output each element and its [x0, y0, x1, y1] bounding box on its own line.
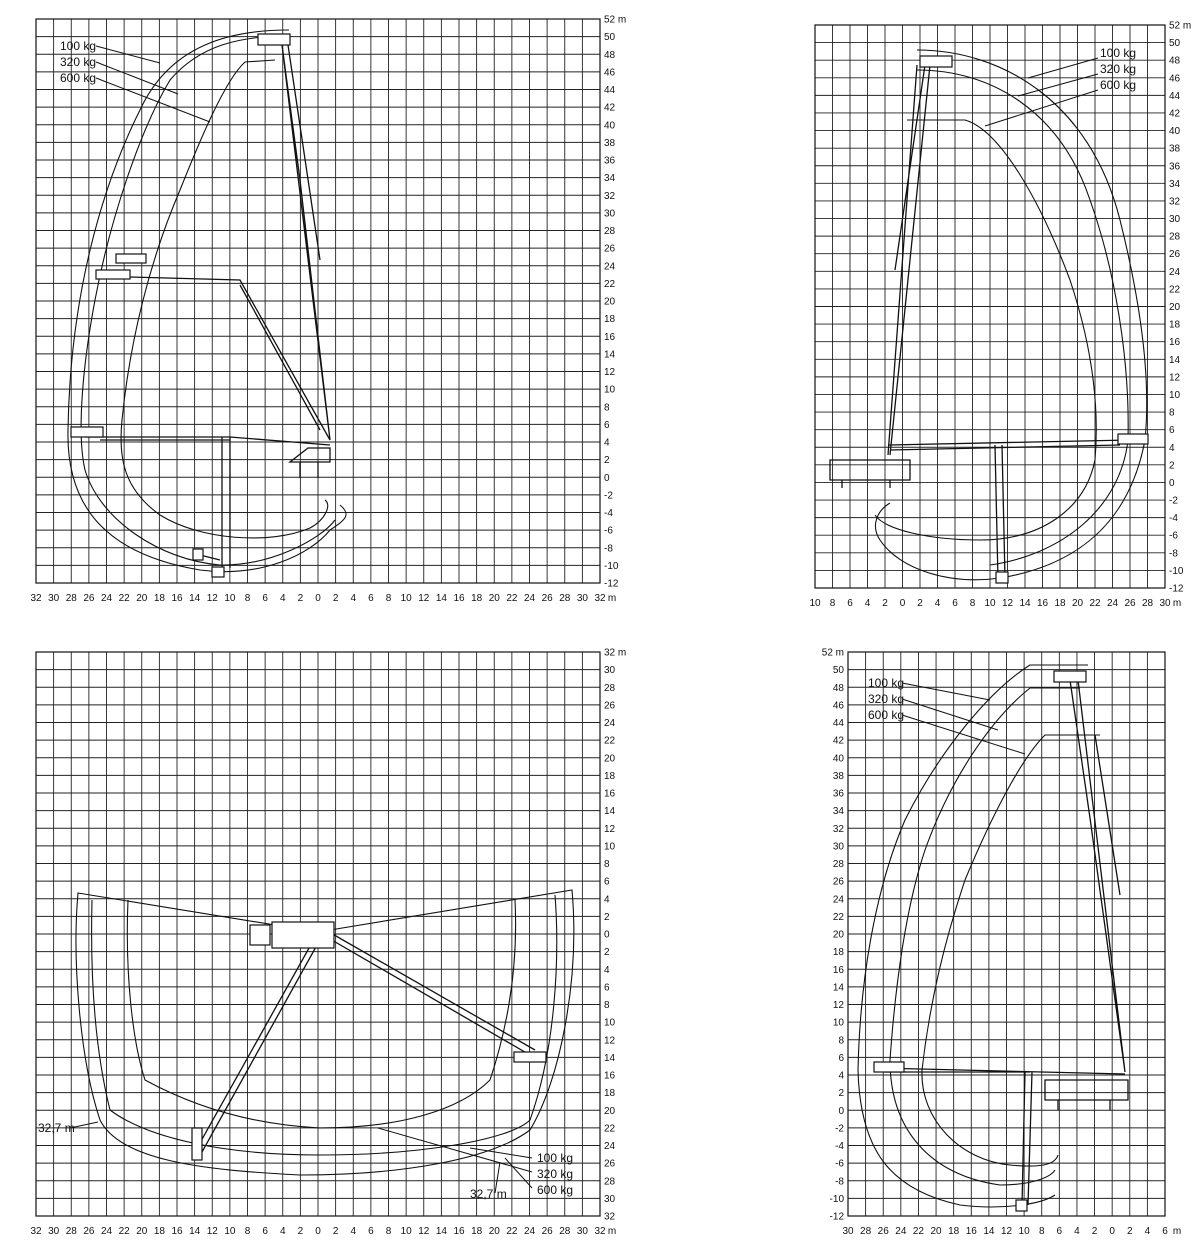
legend-320kg-d: 320 kg: [868, 692, 905, 706]
x-tick-label: 32: [594, 1226, 606, 1237]
y-tick-label: 44: [604, 85, 616, 96]
y-tick-label: 50: [604, 32, 616, 44]
y-tick-label: -12: [829, 1211, 844, 1223]
y-tick-label: 0: [838, 1105, 844, 1117]
y-tick-label: 36: [604, 155, 616, 167]
y-tick-label: -6: [835, 1158, 844, 1170]
y-tick-label: 28: [604, 682, 616, 694]
y-tick-label: 8: [604, 402, 610, 414]
y-tick-label: 12: [604, 823, 616, 835]
x-tick-label: 8: [385, 1226, 392, 1237]
x-tick-label: 18: [471, 593, 483, 604]
x-tick-label: 12: [418, 593, 430, 604]
x-tick-label: 0: [1109, 1226, 1115, 1237]
y-tick-label: 18: [604, 314, 616, 326]
y-tick-label: 6: [838, 1052, 844, 1064]
x-tick-label: 22: [506, 1226, 518, 1237]
y-tick-label: 4: [838, 1070, 844, 1082]
envelope-320kg-a: [81, 36, 335, 565]
y-tick-label: 20: [832, 929, 844, 941]
x-axis-unit: m: [1172, 598, 1182, 609]
y-tick-label: 22: [1169, 284, 1181, 296]
y-tick-label: 42: [1169, 108, 1181, 120]
y-tick-label: 12: [604, 1035, 616, 1047]
x-tick-label: 32: [594, 593, 606, 604]
y-axis-ticks-top-view: [604, 648, 626, 1223]
x-tick-label: 2: [297, 1226, 304, 1237]
x-tick-label: 30: [842, 1226, 854, 1237]
y-tick-label: 20: [604, 1105, 616, 1117]
y-tick-label: 30: [604, 1193, 616, 1205]
y-tick-label: 50: [832, 665, 844, 677]
x-tick-label: 6: [262, 593, 268, 604]
y-tick-label: 24: [1169, 266, 1181, 278]
grid-side-view-left: [36, 19, 600, 583]
legend-600kg-b: 600 kg: [1100, 78, 1137, 92]
y-tick-label: 4: [1169, 442, 1175, 454]
y-tick-label: 24: [604, 1141, 616, 1152]
y-tick-label: 24: [604, 718, 616, 729]
y-tick-label: 8: [1169, 407, 1175, 419]
x-tick-label: 10: [400, 1226, 412, 1237]
y-tick-label: 0: [604, 929, 610, 941]
basket-left-d: [874, 1062, 904, 1072]
y-tick-label: 18: [1169, 319, 1181, 331]
x-tick-label: 2: [297, 593, 304, 604]
grid-side-view-right: [815, 25, 1165, 588]
legend-320kg-c: 320 kg: [537, 1167, 574, 1181]
x-tick-label: 26: [877, 1226, 889, 1237]
x-axis-unit: m: [1172, 1226, 1182, 1237]
x-tick-label: 18: [153, 593, 165, 604]
x-tick-label: 8: [385, 593, 392, 604]
legend-320kg-b: 320 kg: [1100, 62, 1137, 76]
x-tick-label: 0: [315, 1226, 321, 1237]
y-tick-label: 12: [1169, 372, 1181, 384]
y-tick-label: 10: [604, 841, 616, 853]
x-tick-label: 14: [983, 1226, 995, 1237]
reach-label-left-c: 32,7 m: [38, 1121, 75, 1135]
x-tick-label: 6: [368, 593, 374, 604]
y-tick-label: 44: [1169, 90, 1181, 102]
basket-mid-a: [116, 254, 146, 263]
reach-label-bottom-c: 32,7 m: [470, 1187, 507, 1201]
boom-positions-a: [71, 34, 330, 577]
x-tick-label: 20: [488, 593, 500, 604]
legend-600kg-a: 600 kg: [60, 71, 97, 85]
x-tick-label: 12: [418, 1226, 430, 1237]
y-tick-label: 34: [1169, 178, 1181, 190]
x-tick-label: 26: [541, 1226, 553, 1237]
x-tick-label: 24: [100, 1226, 113, 1237]
truck-d: [1045, 1080, 1128, 1110]
x-tick-label: 28: [860, 1226, 872, 1237]
y-tick-label: 34: [832, 806, 844, 818]
x-tick-label: 14: [189, 593, 201, 604]
basket-bottom-b: [996, 572, 1008, 583]
y-axis-ticks-rear-view: [822, 648, 845, 1223]
x-tick-label: 2: [1126, 1226, 1133, 1237]
y-tick-label: 48: [832, 682, 844, 694]
y-tick-label: -10: [829, 1193, 844, 1205]
x-tick-label: 16: [965, 1226, 977, 1237]
y-tick-label: 8: [838, 1035, 844, 1047]
x-tick-label: 16: [1036, 598, 1049, 609]
y-tick-label: 26: [604, 243, 616, 255]
y-tick-label: 30: [604, 208, 616, 220]
x-tick-label: 20: [930, 1226, 942, 1237]
y-tick-label: 4: [604, 894, 610, 906]
x-tick-label: 14: [435, 1226, 447, 1237]
chassis-c: [272, 922, 334, 948]
x-tick-label: 14: [1019, 598, 1031, 609]
y-tick-label: 46: [1169, 73, 1181, 85]
x-tick-label: 8: [244, 1226, 251, 1237]
x-tick-label: 20: [1071, 598, 1084, 609]
y-tick-label: 0: [604, 472, 610, 484]
y-tick-label: 24: [832, 894, 844, 906]
x-tick-label: 28: [559, 593, 571, 604]
x-tick-label: 30: [576, 1226, 588, 1237]
y-tick-label: 52 m: [821, 647, 844, 659]
x-tick-label: 10: [1018, 1226, 1030, 1237]
x-tick-label: 6: [1056, 1226, 1063, 1237]
x-tick-label: 30: [48, 593, 60, 604]
legend-100kg-a: 100 kg: [60, 39, 97, 53]
y-tick-label: 32 m: [604, 647, 627, 659]
x-tick-label: 18: [1054, 598, 1066, 609]
x-tick-label: 8: [1038, 1226, 1045, 1237]
legend-100kg-c: 100 kg: [537, 1151, 574, 1165]
y-tick-label: 10: [832, 1017, 844, 1029]
y-tick-label: -8: [1169, 548, 1178, 560]
x-tick-label: 26: [541, 593, 553, 604]
truck-b: [830, 460, 910, 488]
x-tick-label: 8: [969, 598, 976, 609]
y-tick-label: 16: [604, 331, 616, 343]
y-tick-label: 48: [604, 49, 616, 61]
y-tick-label: 52 m: [1169, 20, 1192, 32]
x-tick-label: 32: [30, 593, 42, 604]
y-tick-label: 14: [604, 349, 616, 361]
envelope-600kg-d: [922, 735, 1100, 1166]
x-tick-label: 24: [1106, 598, 1119, 609]
x-tick-label: 18: [471, 1226, 483, 1237]
basket-low-a: [71, 427, 103, 437]
y-tick-label: 6: [604, 876, 610, 888]
y-tick-label: 36: [1169, 161, 1181, 173]
y-axis-ticks-side-view-left: [604, 15, 626, 590]
y-tick-label: 46: [832, 700, 844, 712]
x-tick-label: 22: [118, 593, 130, 604]
y-tick-label: 26: [832, 876, 844, 888]
x-tick-label: 4: [279, 1226, 286, 1237]
y-tick-label: 20: [604, 753, 616, 765]
x-tick-label: 6: [368, 1226, 374, 1237]
x-tick-label: 4: [279, 593, 286, 604]
y-tick-label: 42: [832, 735, 844, 747]
y-tick-label: 34: [604, 173, 616, 185]
y-tick-label: 32: [604, 1211, 616, 1223]
y-tick-label: 28: [604, 226, 616, 237]
x-tick-label: 10: [809, 598, 821, 609]
y-tick-label: 28: [832, 859, 844, 870]
y-tick-label: 4: [604, 964, 610, 976]
x-tick-label: 22: [912, 1226, 925, 1237]
x-tick-label: 16: [171, 593, 183, 604]
x-axis-unit: m: [607, 1226, 617, 1237]
x-tick-label: 24: [895, 1226, 907, 1237]
y-tick-label: 36: [832, 788, 844, 800]
y-tick-label: 2: [604, 455, 610, 467]
legend-arrows-a: [96, 46, 210, 122]
y-tick-label: 48: [1169, 55, 1181, 67]
x-tick-label: 10: [224, 1226, 236, 1237]
x-tick-label: 0: [899, 598, 906, 609]
legend-arrows-c: [378, 1128, 532, 1188]
basket-right-b: [1118, 434, 1148, 444]
basket-bottom-d: [1016, 1200, 1027, 1211]
x-axis-ticks-rear-view: [842, 1226, 1181, 1237]
y-tick-label: 10: [1169, 389, 1181, 401]
x-tick-label: 12: [1000, 1226, 1013, 1237]
y-tick-label: 10: [604, 384, 616, 396]
x-tick-label: 4: [1074, 1226, 1080, 1237]
x-tick-label: 26: [83, 1226, 95, 1237]
y-tick-label: 14: [604, 806, 616, 818]
y-tick-label: 0: [1169, 477, 1175, 489]
y-tick-label: 42: [604, 102, 616, 114]
envelope-600kg-a: [121, 60, 328, 538]
y-tick-label: 46: [604, 67, 616, 79]
x-tick-label: 10: [400, 593, 412, 604]
basket-right-c: [514, 1052, 546, 1062]
y-tick-label: 6: [604, 419, 610, 431]
x-tick-label: 6: [1162, 1226, 1168, 1237]
x-tick-label: 8: [244, 593, 251, 604]
x-tick-label: 20: [488, 1226, 500, 1237]
x-tick-label: 12: [206, 1226, 218, 1237]
y-tick-label: 26: [604, 700, 616, 712]
y-tick-label: 22: [604, 1123, 616, 1135]
y-tick-label: 6: [1169, 425, 1175, 437]
x-tick-label: 24: [523, 1226, 536, 1237]
basket-top-b: [920, 56, 952, 67]
x-tick-label: 22: [1089, 598, 1101, 609]
basket-down-c: [192, 1128, 202, 1160]
x-tick-label: 18: [153, 1226, 165, 1237]
y-tick-label: 20: [1169, 302, 1181, 313]
y-tick-label: 38: [604, 137, 616, 149]
y-tick-label: -2: [835, 1123, 844, 1135]
x-tick-label: 28: [65, 593, 77, 604]
y-tick-label: 14: [1169, 354, 1181, 366]
legend-100kg-d: 100 kg: [868, 676, 905, 690]
x-tick-label: 6: [262, 1226, 268, 1237]
x-tick-label: 10: [224, 593, 236, 604]
x-tick-label: 24: [523, 593, 536, 604]
y-tick-label: -4: [604, 508, 613, 519]
y-tick-label: 38: [1169, 143, 1181, 155]
x-tick-label: 8: [829, 598, 836, 609]
envelope-100kg-d: [858, 665, 1088, 1207]
x-tick-label: 30: [48, 1226, 60, 1237]
envelope-320kg-b: [917, 70, 1128, 565]
y-tick-label: 8: [604, 859, 610, 870]
x-tick-label: 12: [206, 593, 218, 604]
y-tick-label: 24: [604, 261, 616, 273]
x-tick-label: 10: [984, 598, 996, 609]
x-tick-label: 30: [576, 593, 588, 604]
cab-c: [250, 925, 270, 945]
x-tick-label: 28: [1141, 598, 1154, 609]
x-tick-label: 26: [1124, 598, 1136, 609]
x-tick-label: 2: [1091, 1226, 1098, 1237]
y-tick-label: -12: [1169, 583, 1184, 595]
x-tick-label: 4: [1144, 1226, 1151, 1237]
legend-320kg-a: 320 kg: [60, 55, 97, 69]
x-tick-label: 28: [65, 1226, 77, 1237]
y-tick-label: 28: [1169, 231, 1181, 243]
y-tick-label: -10: [604, 560, 619, 572]
x-tick-label: 6: [952, 598, 958, 609]
x-tick-label: 2: [917, 598, 923, 609]
y-tick-label: 40: [832, 753, 844, 765]
y-tick-label: 32: [604, 190, 616, 202]
y-tick-label: 32: [832, 823, 844, 835]
x-tick-label: 12: [1001, 598, 1014, 609]
y-tick-label: 50: [1169, 38, 1181, 50]
y-tick-label: -4: [1169, 513, 1178, 525]
y-tick-label: 32: [1169, 196, 1181, 208]
legend-600kg-c: 600 kg: [537, 1183, 574, 1197]
legend-600kg-d: 600 kg: [868, 708, 905, 722]
y-tick-label: 2: [1169, 460, 1175, 472]
x-tick-label: 4: [934, 598, 941, 609]
basket-bottom-a: [212, 567, 224, 577]
x-tick-label: 20: [136, 593, 148, 604]
y-tick-label: 14: [832, 982, 844, 994]
y-tick-label: 12: [832, 1000, 844, 1011]
y-tick-label: 20: [604, 296, 616, 308]
x-tick-label: 14: [435, 593, 447, 604]
y-tick-label: 16: [1169, 337, 1181, 349]
y-tick-label: -6: [604, 525, 613, 537]
x-tick-label: 16: [453, 1226, 465, 1237]
x-tick-label: 22: [506, 593, 518, 604]
y-tick-label: 14: [604, 1052, 616, 1064]
x-tick-label: 20: [136, 1226, 148, 1237]
y-tick-label: 28: [604, 1176, 616, 1188]
y-tick-label: 26: [604, 1158, 616, 1170]
y-tick-label: 38: [832, 770, 844, 782]
y-tick-label: 16: [604, 1070, 616, 1082]
x-tick-label: 4: [350, 593, 357, 604]
truck-a: [290, 448, 330, 478]
y-tick-label: 4: [604, 437, 610, 449]
y-tick-label: 18: [832, 947, 844, 959]
y-tick-label: 16: [604, 788, 616, 800]
boom-positions-d: [874, 671, 1128, 1211]
x-tick-label: 16: [171, 1226, 183, 1237]
x-tick-label: 16: [453, 593, 465, 604]
x-axis-ticks-side-view-right: [809, 598, 1181, 609]
y-tick-label: 22: [832, 911, 844, 923]
y-tick-label: 30: [604, 665, 616, 677]
y-tick-label: 8: [604, 1000, 610, 1011]
y-tick-label: 52 m: [604, 14, 627, 26]
y-tick-label: 30: [832, 841, 844, 853]
x-tick-label: 22: [118, 1226, 130, 1237]
y-tick-label: 2: [604, 947, 610, 959]
x-tick-label: 6: [847, 598, 853, 609]
x-axis-ticks-top-view: [30, 1226, 616, 1237]
y-tick-label: 40: [1169, 126, 1181, 138]
y-tick-label: 26: [1169, 249, 1181, 261]
y-tick-label: 44: [832, 718, 844, 729]
x-tick-label: 4: [350, 1226, 357, 1237]
y-tick-label: -2: [604, 490, 613, 502]
x-tick-label: 2: [882, 598, 888, 609]
x-tick-label: 4: [864, 598, 871, 609]
y-tick-label: 2: [838, 1088, 844, 1100]
y-tick-label: 2: [604, 911, 610, 923]
y-tick-label: 30: [1169, 214, 1181, 226]
y-tick-label: 6: [604, 982, 610, 994]
x-tick-label: 2: [332, 593, 339, 604]
y-tick-label: 40: [604, 120, 616, 132]
x-tick-label: 2: [332, 1226, 339, 1237]
y-tick-label: 16: [832, 964, 844, 976]
basket-mid2-a: [96, 270, 130, 279]
y-tick-label: -6: [1169, 530, 1178, 542]
basket-top-d: [1054, 671, 1086, 682]
y-tick-label: -4: [835, 1141, 844, 1152]
y-tick-label: 22: [604, 278, 616, 290]
y-tick-label: -12: [604, 578, 619, 590]
y-tick-label: 22: [604, 735, 616, 747]
x-tick-label: 18: [948, 1226, 960, 1237]
x-axis-ticks-side-view-left: [30, 593, 616, 604]
legend-100kg-b: 100 kg: [1100, 46, 1137, 60]
y-axis-ticks-side-view-right: [1169, 21, 1191, 595]
y-tick-label: -8: [604, 543, 613, 555]
x-tick-label: 26: [83, 593, 95, 604]
x-tick-label: 0: [315, 593, 321, 604]
x-tick-label: 24: [100, 593, 113, 604]
y-tick-label: -2: [1169, 495, 1178, 507]
y-tick-label: 18: [604, 770, 616, 782]
x-tick-label: 14: [189, 1226, 201, 1237]
y-tick-label: -8: [835, 1176, 844, 1188]
boom-positions-c: [192, 922, 546, 1160]
y-tick-label: -10: [1169, 565, 1184, 577]
x-axis-unit: m: [607, 593, 617, 604]
basket-down-a: [193, 549, 203, 560]
y-tick-label: 10: [604, 1017, 616, 1029]
x-tick-label: 28: [559, 1226, 571, 1237]
x-tick-label: 32: [30, 1226, 42, 1237]
basket-top-a: [258, 34, 290, 45]
x-tick-label: 30: [1159, 598, 1171, 609]
y-tick-label: 18: [604, 1088, 616, 1100]
grid-rear-view: [848, 652, 1165, 1216]
y-tick-label: 12: [604, 367, 616, 378]
